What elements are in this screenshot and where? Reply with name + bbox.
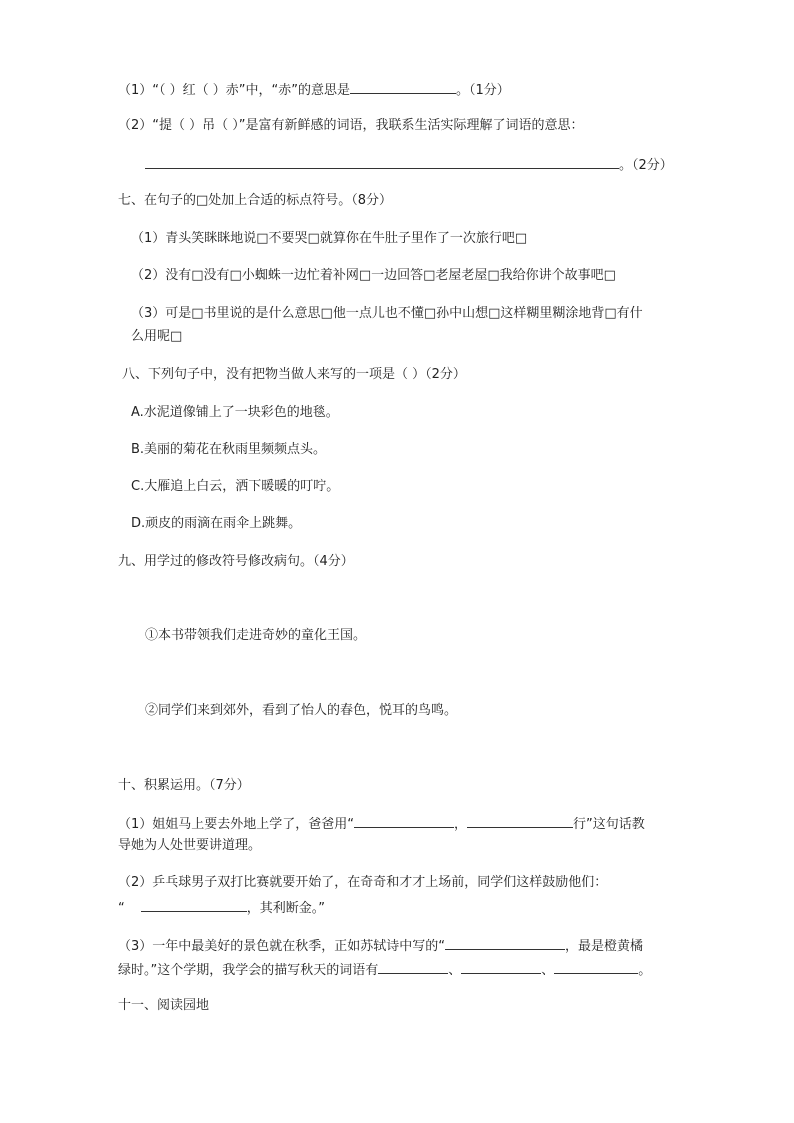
q10-part3 bbox=[118, 936, 643, 956]
q10-part2-quote: “ bbox=[118, 901, 125, 916]
q10-part3-sep-2: 、 bbox=[541, 963, 555, 978]
q10-part3-blank-4[interactable] bbox=[554, 960, 638, 974]
q10-title: 十、积累运用。（7分） bbox=[118, 778, 250, 793]
q10-part3-text-2: ，最是橙黄橘 bbox=[565, 939, 644, 954]
q10-part3-blank-1[interactable] bbox=[445, 936, 565, 950]
q6-part1 bbox=[118, 80, 510, 100]
q10-part1-blank-1[interactable] bbox=[354, 814, 454, 828]
q10-part2-text-2: ，其利断金。” bbox=[246, 901, 325, 916]
q9-sentence-1: ①本书带领我们走进奇妙的童化王国。 bbox=[145, 628, 367, 643]
q7-item-3-cont: 么用呢□ bbox=[131, 329, 183, 344]
q10-part1-comma: ， bbox=[454, 817, 468, 832]
q10-part3-text-3: 绿时。”这个学期，我学会的描写秋天的词语有 bbox=[118, 963, 379, 978]
q8-title: 八、下列句子中，没有把物当做人来写的一项是（ ）（2分） bbox=[122, 367, 466, 382]
q8-option-a: A.水泥道像铺上了一块彩色的地毯。 bbox=[131, 405, 339, 420]
q10-part1-text: （1）姐姐马上要去外地上学了，爸爸用“ bbox=[118, 817, 355, 832]
q6-part2-text: （2）“提（ ）吊（ ）”是富有新鲜感的词语，我联系生活实际理解了词语的意思： bbox=[118, 118, 584, 133]
q7-title: 七、在句子的□处加上合适的标点符号。（8分） bbox=[118, 193, 393, 208]
q6-part1-score: 。（1分） bbox=[455, 83, 510, 98]
q10-part1-blank-2[interactable] bbox=[467, 814, 573, 828]
q6-part2-answer bbox=[145, 155, 673, 175]
q10-part3-sep-1: 、 bbox=[448, 963, 462, 978]
q10-part2-answer bbox=[118, 898, 325, 918]
q6-part1-text: （1）“（ ）红（ ）赤”中，“赤”的意思是 bbox=[118, 83, 350, 98]
q10-part3-blank-2[interactable] bbox=[378, 960, 448, 974]
q6-part2-score: 。（2分） bbox=[619, 158, 673, 173]
q9-title: 九、用学过的修改符号修改病句。（4分） bbox=[118, 554, 354, 569]
q10-part2-blank[interactable] bbox=[141, 898, 247, 912]
q7-item-3: （3）可是□书里说的是什么意思□他一点儿也不懂□孙中山想□这样糊里糊涂地背□有什 bbox=[131, 306, 643, 321]
q10-part3-end: 。 bbox=[638, 963, 652, 978]
q10-part3-blank-3[interactable] bbox=[461, 960, 541, 974]
q10-part1 bbox=[118, 814, 645, 834]
q11-title: 十一、阅读园地 bbox=[118, 998, 210, 1013]
q8-option-d: D.顽皮的雨滴在雨伞上跳舞。 bbox=[131, 516, 302, 531]
q7-item-1: （1）青头笑眯眯地说□不要哭□就算你在牛肚子里作了一次旅行吧□ bbox=[131, 231, 528, 246]
q10-part2: （2）乒乓球男子双打比赛就要开始了，在奇奇和才才上场前，同学们这样鼓励他们： bbox=[118, 875, 608, 890]
q6-part2 bbox=[118, 117, 584, 135]
q6-part2-blank[interactable] bbox=[145, 155, 619, 169]
q10-part3-text: （3）一年中最美好的景色就在秋季，正如苏轼诗中写的“ bbox=[118, 939, 446, 954]
q8-option-b: B.美丽的菊花在秋雨里频频点头。 bbox=[131, 442, 327, 457]
q9-sentence-2: ②同学们来到郊外，看到了怡人的春色，悦耳的鸟鸣。 bbox=[145, 703, 458, 718]
q6-part1-blank[interactable] bbox=[350, 80, 456, 94]
q8-option-c: C.大雁追上白云，洒下暖暖的叮咛。 bbox=[131, 479, 340, 494]
q10-part1-cont: 导她为人处世要讲道理。 bbox=[118, 838, 262, 853]
q10-part1-text-2: 行”这句话教 bbox=[573, 817, 645, 832]
q10-part3-cont bbox=[118, 960, 651, 980]
q7-item-2: （2）没有□没有□小蜘蛛一边忙着补网□一边回答□老屋老屋□我给你讲个故事吧□ bbox=[131, 268, 616, 283]
